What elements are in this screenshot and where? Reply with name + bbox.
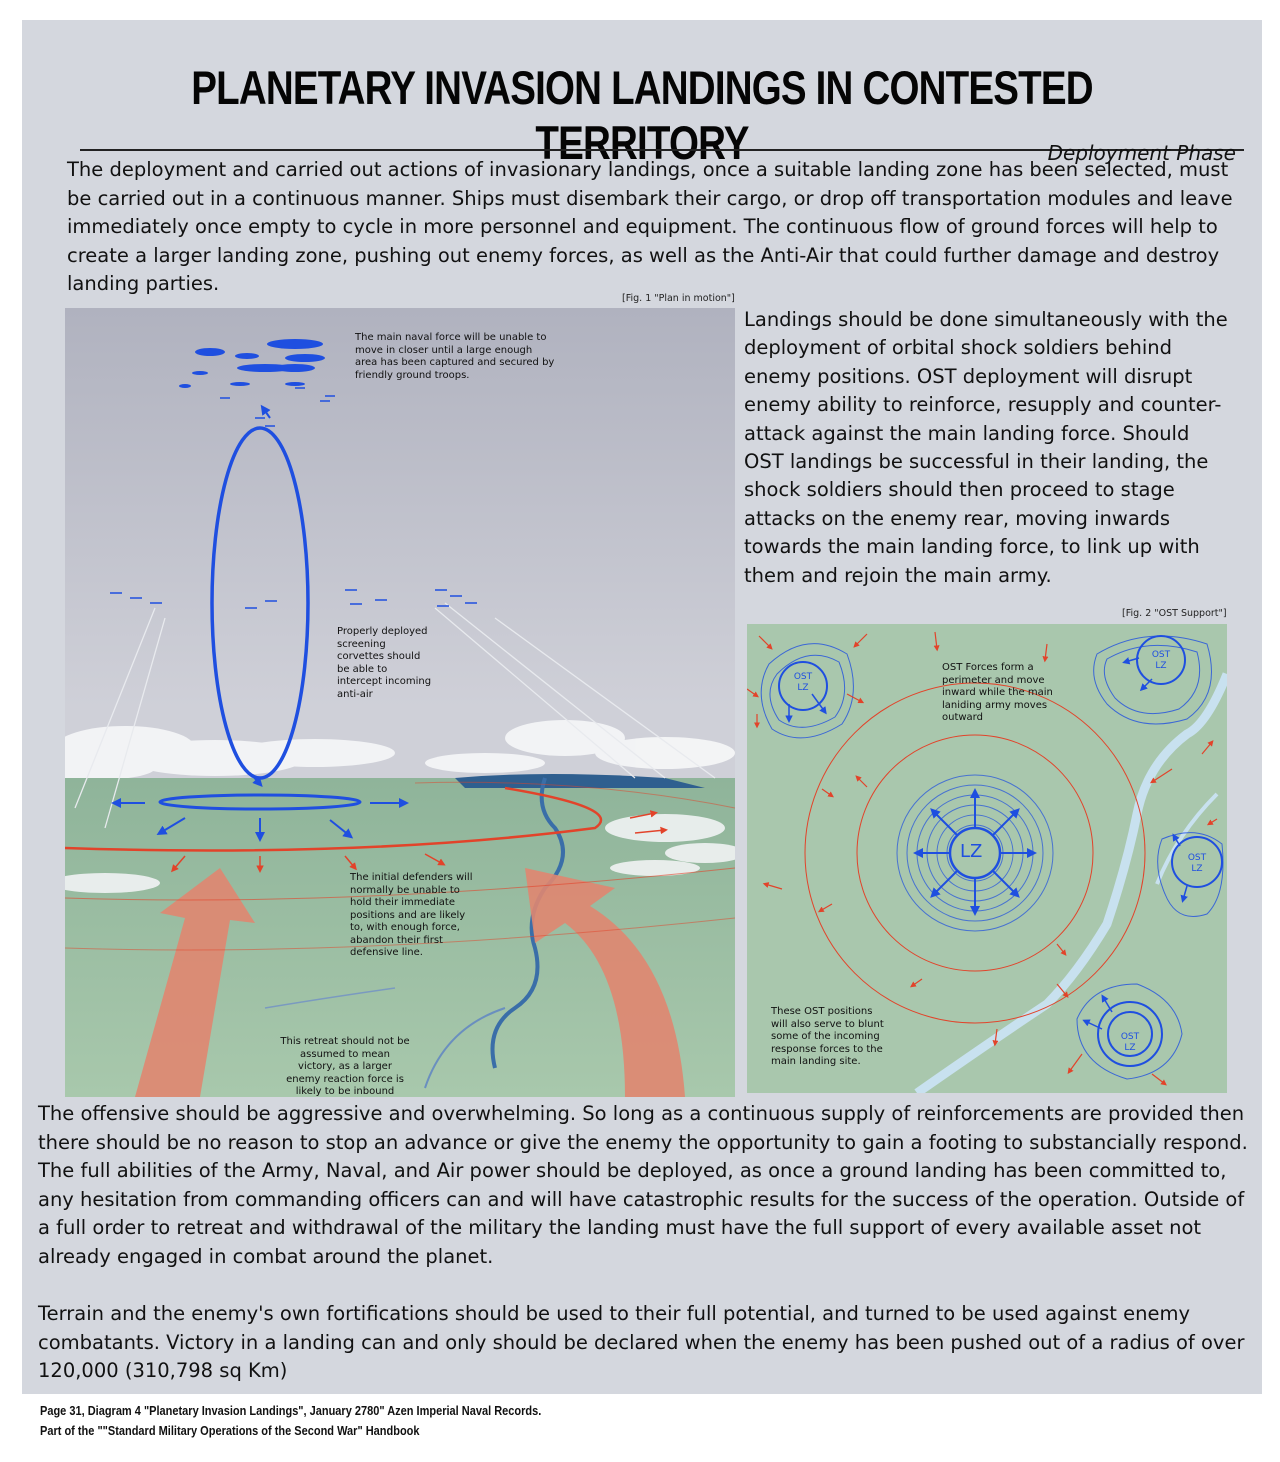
ost-label-topright	[1148, 650, 1174, 672]
fig1-illustration	[65, 308, 735, 1097]
footer-handbook: Part of the ""Standard Military Operations of the Second War" Handbook	[40, 1424, 420, 1438]
note-retreat-warning: This retreat should not be assumed to mean victory, as a larger enemy reaction force is likely to be inbound	[280, 1036, 410, 1097]
note-ost-blunt: These OST positions will also serve to blunt some of the incoming response forces to the main landing site.	[771, 1006, 884, 1067]
ost-text: OST	[1187, 853, 1207, 863]
ost-lz-text: LZ	[1191, 864, 1203, 874]
ost-text: OST	[1151, 650, 1171, 660]
note-screening-corvettes: Properly deployed screening corvettes should be able to intercept incoming anti-air	[337, 626, 432, 700]
offensive-paragraph: The offensive should be aggressive and overwhelming. So long as a continuous supply of reinforcements are provided then there should be no reason to stop an advance or give the enemy the opportunity to gain a footing to substancially respond. The full abilities of the Army, Naval, and Air power should be deployed, as once a ground landing has been committed to, any hesitation from commanding officers can and will have catastrophic results for the success of the operation. Outside of a full order to retreat and withdrawal of the military the landing must have the full support of every available asset not already engaged in combat around the planet.	[38, 1102, 1248, 1268]
fig1-caption: [Fig. 1 "Plan in motion"]	[622, 293, 735, 304]
ost-label-bottomright	[1117, 1032, 1143, 1054]
ost-lz-text: LZ	[1124, 1043, 1136, 1053]
ost-text: OST	[1120, 1032, 1140, 1042]
lz-label: LZ	[960, 841, 983, 862]
fig2-ost-support	[747, 624, 1227, 1093]
note-ost-perimeter: OST Forces form a perimeter and move inward while the main laniding army moves outward	[942, 662, 1053, 723]
ost-lz-text: LZ	[797, 683, 809, 693]
fig2-caption: [Fig. 2 "OST Support"]	[1122, 608, 1227, 619]
ost-lz-text: LZ	[1155, 661, 1167, 671]
page-title: PLANETARY INVASION LANDINGS IN CONTESTED TERRITORY	[191, 61, 1093, 169]
note-initial-defenders: The initial defenders will normally be unable to hold their immediate positions and are likely to, with enough force, abandon their first defensive line.	[350, 872, 473, 958]
section-subtitle: Deployment Phase	[1047, 141, 1236, 165]
ost-label-right	[1184, 853, 1210, 875]
note-naval-force: The main naval force will be unable to move in closer until a large enough area has been captured and secured by friendly ground troops.	[355, 332, 555, 381]
ost-paragraph: Landings should be done simultaneously with the deployment of orbital shock soldiers behind enemy positions. OST deployment will disrupt enemy ability to reinforce, resupply and counter-attack against the main landing force. Should OST landings be successful in their landing, the shock soldiers should then proceed to stage attacks on the enemy rear, moving inwards towards the main landing force, to link up with them and rejoin the main army.	[744, 308, 1228, 587]
footer-source: Page 31, Diagram 4 "Planetary Invasion Landings", January 2780" Azen Imperial Naval Records.	[40, 1404, 542, 1418]
terrain-paragraph: Terrain and the enemy's own fortifications should be used to their full potential, and turned to be used against enemy combatants. Victory in a landing can and only should be declared when the enemy has been pushed out of a radius of over 120,000 (310,798 sq Km)	[38, 1302, 1245, 1383]
ost-text: OST	[793, 672, 813, 682]
ost-label-topleft	[790, 672, 816, 694]
fig1-plan-in-motion	[65, 308, 735, 1097]
intro-paragraph: The deployment and carried out actions of invasionary landings, once a suitable landing zone has been selected, must be carried out in a continuous manner. Ships must disembark their cargo, or drop off transportation modules and leave immediately once empty to cycle in more personnel and equipment. The continuous flow of ground forces will help to create a larger landing zone, pushing out enemy forces, as well as the Anti-Air that could further damage and destroy landing parties.	[67, 158, 1233, 296]
